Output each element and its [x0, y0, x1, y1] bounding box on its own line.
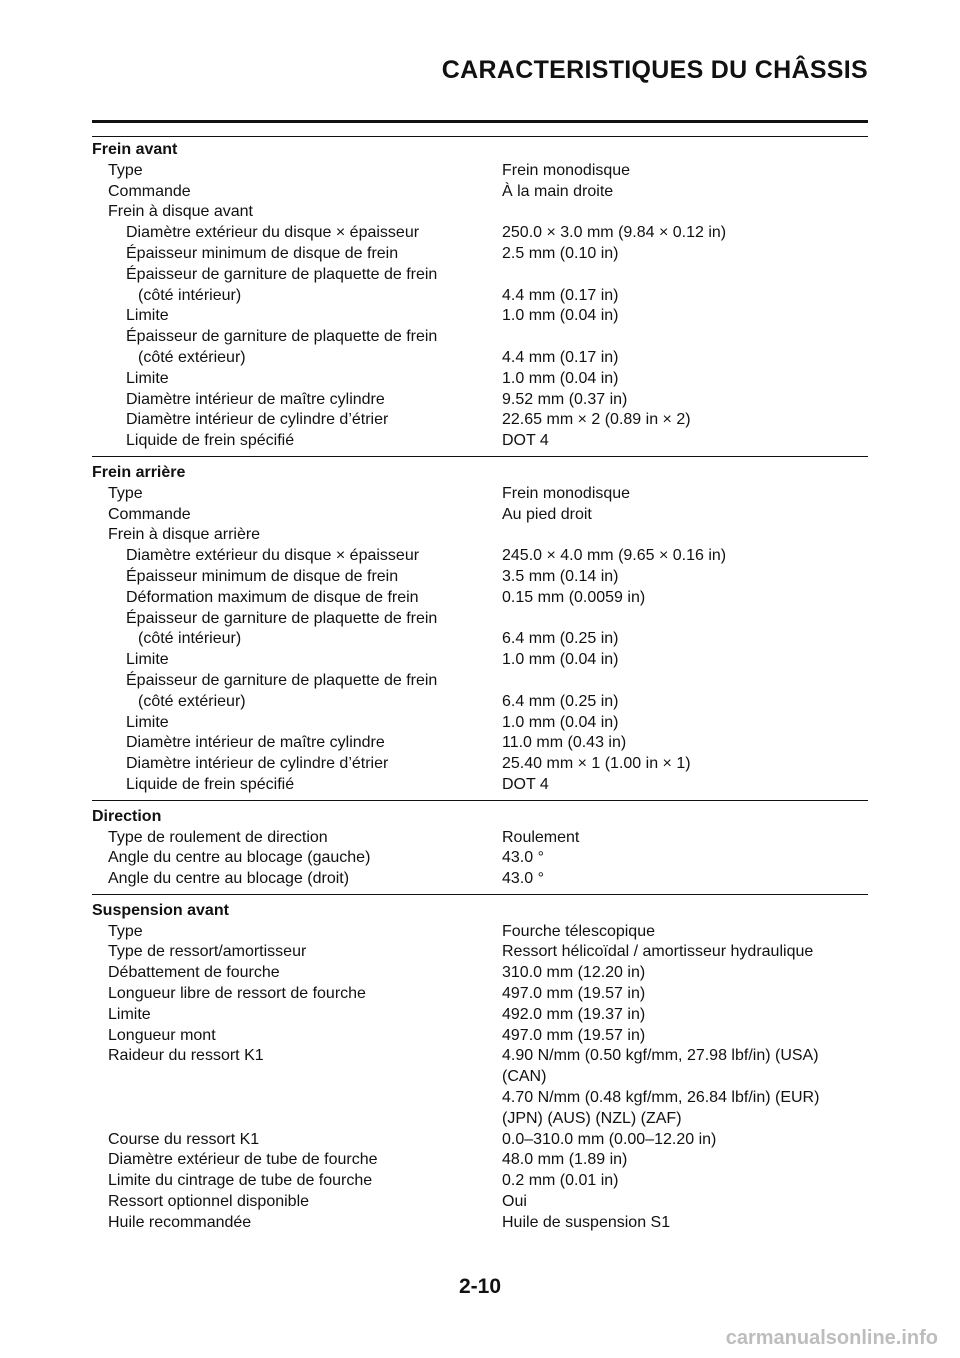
- spec-label: Limite: [126, 307, 169, 325]
- spec-row: [92, 671, 868, 692]
- spec-content: [92, 140, 868, 1244]
- spec-label: Huile recommandée: [108, 1213, 252, 1231]
- spec-section: [92, 807, 868, 895]
- spec-value: 250.0 × 3.0 mm (9.84 × 0.12 in): [502, 224, 727, 242]
- spec-value: 25.40 mm × 1 (1.00 in × 1): [502, 755, 691, 773]
- spec-label: (côté extérieur): [138, 692, 246, 710]
- spec-value: Roulement: [502, 828, 580, 846]
- spec-row: [92, 1171, 868, 1192]
- spec-value: Oui: [502, 1193, 527, 1211]
- spec-row: [92, 713, 868, 734]
- spec-row: [92, 754, 868, 775]
- spec-label: Limite du cintrage de tube de fourche: [108, 1172, 373, 1190]
- spec-row: [92, 828, 868, 849]
- spec-label: Limite: [126, 369, 169, 387]
- spec-section: [92, 463, 868, 801]
- spec-label: Raideur du ressort K1: [108, 1047, 264, 1065]
- spec-label: Longueur mont: [108, 1026, 216, 1044]
- spec-row: [92, 161, 868, 182]
- spec-row: [92, 869, 868, 890]
- spec-row: [92, 327, 868, 348]
- spec-value: 43.0 °: [502, 849, 544, 867]
- spec-value: 48.0 mm (1.89 in): [502, 1151, 628, 1169]
- spec-row: [92, 306, 868, 327]
- spec-value: 245.0 × 4.0 mm (9.65 × 0.16 in): [502, 547, 727, 565]
- spec-value: 1.0 mm (0.04 in): [502, 307, 619, 325]
- spec-label: Type: [108, 484, 143, 502]
- spec-label: (côté extérieur): [138, 348, 246, 366]
- spec-label: [92, 1109, 502, 1130]
- spec-row: [92, 692, 868, 713]
- spec-label: Épaisseur de garniture de plaquette de frein: [126, 328, 438, 346]
- header-rule-thick: [92, 120, 868, 123]
- spec-value: 1.0 mm (0.04 in): [502, 651, 619, 669]
- spec-value: 9.52 mm (0.37 in): [502, 390, 628, 408]
- spec-label: Diamètre extérieur de tube de fourche: [108, 1151, 378, 1169]
- spec-value: 4.4 mm (0.17 in): [502, 348, 619, 366]
- spec-row: [92, 1130, 868, 1151]
- spec-row: [92, 1213, 868, 1234]
- spec-row: [92, 244, 868, 265]
- spec-value: 4.90 N/mm (0.50 kgf/mm, 27.98 lbf/in) (USA): [502, 1047, 819, 1065]
- spec-value: [502, 609, 868, 630]
- spec-row: [92, 223, 868, 244]
- spec-row: [92, 775, 868, 796]
- spec-row: [92, 202, 868, 223]
- spec-label: Angle du centre au blocage (droit): [108, 870, 350, 888]
- spec-value: [502, 265, 868, 286]
- spec-label: Épaisseur de garniture de plaquette de frein: [126, 609, 438, 627]
- spec-value: À la main droite: [502, 182, 614, 200]
- spec-row: [92, 942, 868, 963]
- spec-row: [92, 1150, 868, 1171]
- spec-label: Longueur libre de ressort de fourche: [108, 985, 366, 1003]
- spec-label: Frein à disque arrière: [108, 526, 261, 544]
- section-title: Suspension avant: [92, 901, 229, 919]
- spec-value: 492.0 mm (19.37 in): [502, 1005, 646, 1023]
- spec-label: Type: [108, 161, 143, 179]
- spec-label: (côté intérieur): [138, 630, 242, 648]
- section-title: Frein arrière: [92, 463, 186, 481]
- spec-row: [92, 922, 868, 943]
- spec-row: [92, 265, 868, 286]
- spec-label: Diamètre intérieur de cylindre d’étrier: [126, 411, 389, 429]
- spec-label: Commande: [108, 182, 191, 200]
- spec-section: [92, 140, 868, 457]
- spec-label: Limite: [126, 713, 169, 731]
- spec-value: [502, 327, 868, 348]
- spec-label: Diamètre intérieur de maître cylindre: [126, 734, 385, 752]
- spec-value: (JPN) (AUS) (NZL) (ZAF): [502, 1109, 682, 1127]
- spec-value: 4.4 mm (0.17 in): [502, 286, 619, 304]
- spec-label: Diamètre intérieur de maître cylindre: [126, 390, 385, 408]
- spec-row: [92, 609, 868, 630]
- spec-row: [92, 484, 868, 505]
- spec-value: Huile de suspension S1: [502, 1213, 671, 1231]
- spec-label: Diamètre intérieur de cylindre d’étrier: [126, 755, 389, 773]
- spec-row: [92, 546, 868, 567]
- spec-label: Déformation maximum de disque de frein: [126, 588, 419, 606]
- spec-row: [92, 650, 868, 671]
- spec-label: Angle du centre au blocage (gauche): [108, 849, 371, 867]
- spec-value: 4.70 N/mm (0.48 kgf/mm, 26.84 lbf/in) (EUR): [502, 1089, 820, 1107]
- spec-label: [92, 1088, 502, 1109]
- spec-value: Fourche télescopique: [502, 922, 655, 940]
- spec-row: [92, 410, 868, 431]
- spec-label: Frein à disque avant: [108, 203, 253, 221]
- spec-value: 22.65 mm × 2 (0.89 in × 2): [502, 411, 691, 429]
- spec-section: [92, 901, 868, 1238]
- spec-row: [92, 348, 868, 369]
- spec-value: 0.0–310.0 mm (0.00–12.20 in): [502, 1130, 717, 1148]
- section-title: Direction: [92, 807, 162, 825]
- spec-label: Type de ressort/amortisseur: [108, 943, 307, 961]
- spec-row: [92, 733, 868, 754]
- spec-value: 497.0 mm (19.57 in): [502, 1026, 646, 1044]
- spec-label: Diamètre extérieur du disque × épaisseur: [126, 224, 420, 242]
- page-title: CARACTERISTIQUES DU CHÂSSIS: [441, 56, 868, 84]
- spec-label: Course du ressort K1: [108, 1130, 260, 1148]
- spec-value: DOT 4: [502, 432, 549, 450]
- spec-value: 11.0 mm (0.43 in): [502, 734, 627, 752]
- spec-value: 0.15 mm (0.0059 in): [502, 588, 646, 606]
- header-rule-thin: [92, 136, 868, 137]
- spec-row: [92, 1088, 868, 1109]
- spec-row: [92, 963, 868, 984]
- spec-row: [92, 390, 868, 411]
- spec-label: Épaisseur de garniture de plaquette de frein: [126, 671, 438, 689]
- spec-label: Liquide de frein spécifié: [126, 775, 295, 793]
- spec-row: [92, 629, 868, 650]
- spec-row: [92, 1046, 868, 1067]
- spec-value: (CAN): [502, 1068, 547, 1086]
- spec-row: [92, 1109, 868, 1130]
- spec-value: 6.4 mm (0.25 in): [502, 692, 619, 710]
- spec-value: Frein monodisque: [502, 161, 631, 179]
- spec-label: [92, 1067, 502, 1088]
- spec-value: Au pied droit: [502, 505, 592, 523]
- spec-row: [92, 848, 868, 869]
- spec-row: [92, 505, 868, 526]
- spec-value: Ressort hélicoïdal / amortisseur hydraulique: [502, 943, 814, 961]
- spec-value: [502, 671, 868, 692]
- spec-value: 1.0 mm (0.04 in): [502, 713, 619, 731]
- spec-row: [92, 431, 868, 452]
- spec-value: [502, 525, 868, 546]
- spec-value: Frein monodisque: [502, 484, 631, 502]
- spec-row: [92, 1067, 868, 1088]
- spec-row: [92, 984, 868, 1005]
- spec-value: 2.5 mm (0.10 in): [502, 244, 619, 262]
- spec-label: Commande: [108, 505, 191, 523]
- spec-row: [92, 1005, 868, 1026]
- spec-value: DOT 4: [502, 775, 549, 793]
- spec-label: Type: [108, 922, 143, 940]
- spec-value: 3.5 mm (0.14 in): [502, 567, 619, 585]
- spec-label: Épaisseur minimum de disque de frein: [126, 567, 399, 585]
- page-number: 2-10: [458, 1275, 502, 1298]
- spec-value: 6.4 mm (0.25 in): [502, 630, 619, 648]
- spec-row: [92, 1026, 868, 1047]
- spec-row: [92, 567, 868, 588]
- watermark-text: carmanualsonline.info: [725, 1327, 938, 1349]
- spec-row: [92, 369, 868, 390]
- spec-value: 1.0 mm (0.04 in): [502, 369, 619, 387]
- spec-row: [92, 182, 868, 203]
- spec-label: Ressort optionnel disponible: [108, 1193, 310, 1211]
- spec-row: [92, 286, 868, 307]
- spec-label: Épaisseur de garniture de plaquette de frein: [126, 265, 438, 283]
- spec-label: Diamètre extérieur du disque × épaisseur: [126, 547, 420, 565]
- spec-row: [92, 1192, 868, 1213]
- spec-label: Type de roulement de direction: [108, 828, 328, 846]
- spec-value: [502, 202, 868, 223]
- spec-label: Épaisseur minimum de disque de frein: [126, 244, 399, 262]
- spec-label: (côté intérieur): [138, 286, 242, 304]
- spec-value: 43.0 °: [502, 870, 544, 888]
- spec-label: Limite: [108, 1005, 151, 1023]
- spec-row: [92, 588, 868, 609]
- spec-label: Liquide de frein spécifié: [126, 432, 295, 450]
- spec-row: [92, 525, 868, 546]
- section-title: Frein avant: [92, 141, 178, 158]
- spec-value: 0.2 mm (0.01 in): [502, 1172, 619, 1190]
- spec-value: 497.0 mm (19.57 in): [502, 985, 646, 1003]
- spec-label: Débattement de fourche: [108, 964, 280, 982]
- spec-value: 310.0 mm (12.20 in): [502, 964, 646, 982]
- spec-label: Limite: [126, 651, 169, 669]
